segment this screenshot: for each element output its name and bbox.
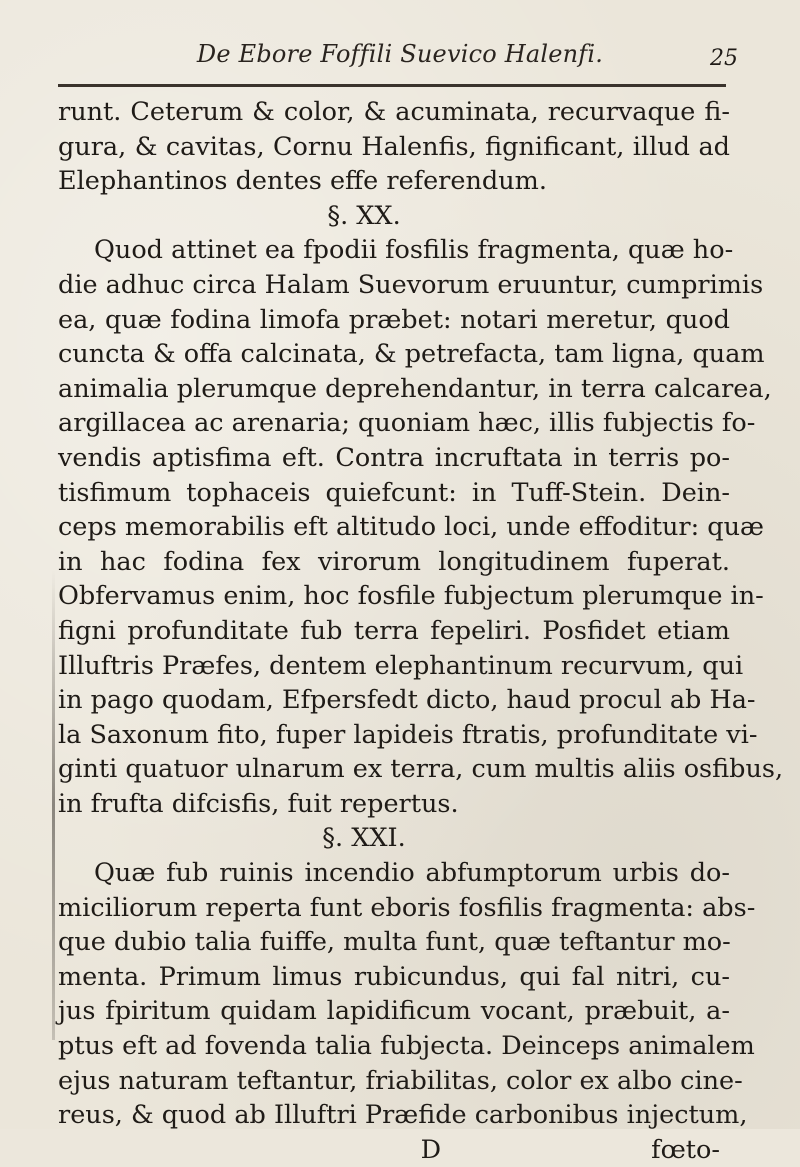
text-line: ejus naturam teftantur, friabilitas, color ex albo cine- [58, 1065, 743, 1096]
text-line: ea, quæ fodina limofa præbet: notari meretur, quod [58, 304, 730, 335]
text-line: ginti quatuor ulnarum ex terra, cum multis aliis osfibus, [58, 754, 784, 785]
text-line: argillacea ac arenaria; quoniam hæc, illis fubjectis fo- [58, 408, 756, 439]
page-number: 25 [710, 46, 738, 71]
text-line: reus, & quod ab Illuftri Præfide carbonibus injectum, [58, 1100, 748, 1131]
text-line: que dubio talia fuiffe, multa funt, quæ teftantur mo- [58, 927, 731, 958]
text-line: miciliorum reperta funt eboris fosfilis fragmenta: abs- [58, 892, 756, 923]
text-line: vendis aptisfima eft. Contra incruftata in terris po- [58, 442, 730, 473]
section-heading: §. XX. [327, 200, 401, 231]
header-rule [58, 84, 726, 87]
text-line: la Saxonum fito, fuper lapideis ftratis, profunditate vi- [58, 719, 758, 750]
footer-line [58, 1133, 730, 1167]
catchword: fœto- [651, 1134, 720, 1165]
signature-mark: D [420, 1134, 442, 1165]
text-line: cuncta & offa calcinata, & petrefacta, tam ligna, quam [58, 339, 765, 370]
text-line: in hac fodina fex virorum longitudinem fuperat. [58, 546, 730, 577]
page-shadow-edge [52, 570, 55, 1040]
text-line: gura, & cavitas, Cornu Halenfis, fignificant, illud ad [58, 131, 730, 162]
text-line: Quæ fub ruinis incendio abfumptorum urbis do- [94, 858, 730, 889]
text-line: Obfervamus enim, hoc fosfile fubjectum plerumque in- [58, 581, 764, 612]
text-line: Illuftris Præfes, dentem elephantinum recurvum, qui [58, 650, 744, 681]
text-line: figni profunditate fub terra fepeliri. Posfidet etiam [58, 615, 730, 646]
text-line: in frufta difcisfis, fuit repertus. [58, 788, 459, 819]
text-line: Elephantinos dentes effe referendum. [58, 166, 547, 197]
body-text [58, 95, 784, 1167]
text-line: jus fpiritum quidam lapidificum vocant, præbuit, a- [58, 996, 730, 1027]
text-line: runt. Ceterum & color, & acuminata, recurvaque fi- [58, 97, 730, 127]
text-line: die adhuc circa Halam Suevorum eruuntur, cumprimis [58, 269, 764, 300]
text-line: ptus eft ad fovenda talia fubjecta. Deinceps animalem [58, 1031, 755, 1062]
text-line: ceps memorabilis eft altitudo loci, unde effoditur: quæ [58, 512, 764, 543]
section-heading: §. XXI. [322, 823, 406, 854]
text-line: in pago quodam, Efpersfedt dicto, haud procul ab Ha- [58, 685, 756, 716]
text-line: menta. Primum limus rubicundus, qui fal nitri, cu- [58, 961, 730, 992]
text-line: animalia plerumque deprehendantur, in terra calcarea, [58, 373, 772, 404]
running-title: De Ebore Foffili Suevico Halenfi. [196, 40, 604, 68]
text-line: tisfimum tophaceis quiefcunt: in Tuff-Stein. Dein- [58, 477, 730, 508]
text-line: Quod attinet ea fpodii fosfilis fragmenta, quæ ho- [94, 235, 734, 266]
